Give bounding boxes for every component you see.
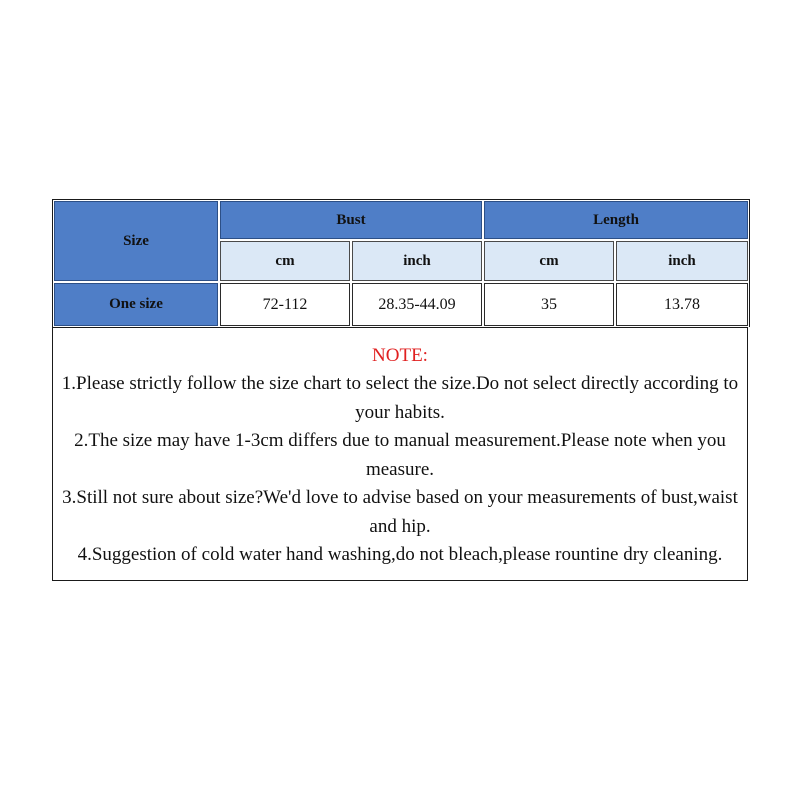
size-name: One size: [54, 283, 218, 326]
value-cell: [615, 282, 749, 327]
length-cm-header: cm: [484, 241, 614, 281]
note-item-1: 1.Please strictly follow the size chart to select the size.Do not select directly according to your habits.: [61, 373, 739, 423]
size-header: Size: [54, 201, 218, 281]
length-header: Length: [484, 201, 748, 239]
note-item-4: 4.Suggestion of cold water hand washing,do not bleach,please rountine dry cleaning.: [77, 544, 723, 565]
table-row: [53, 282, 749, 327]
bust-cm-value: 72-112: [220, 283, 350, 326]
unit-cell: [219, 240, 351, 282]
bust-cm-header: cm: [220, 241, 350, 281]
notes-box: [52, 327, 748, 581]
length-inch-header: inch: [616, 241, 748, 281]
bust-header: Bust: [220, 201, 482, 239]
size-table: [52, 199, 750, 327]
bust-inch-header: inch: [352, 241, 482, 281]
unit-cell: [351, 240, 483, 282]
unit-cell: [483, 240, 615, 282]
size-header-cell: [53, 200, 219, 282]
unit-cell: [615, 240, 749, 282]
length-cm-value: 35: [484, 283, 614, 326]
size-name-cell: [53, 282, 219, 327]
length-header-cell: [483, 200, 749, 240]
value-cell: [483, 282, 615, 327]
value-cell: [351, 282, 483, 327]
value-cell: [219, 282, 351, 327]
bust-inch-value: 28.35-44.09: [352, 283, 482, 326]
bust-header-cell: [219, 200, 483, 240]
note-item-2: 2.The size may have 1-3cm differs due to manual measurement.Please note when you measure.: [74, 430, 726, 480]
note-item-3: 3.Still not sure about size?We'd love to advise based on your measurements of bust,waist and hip.: [62, 487, 738, 537]
note-title: NOTE:: [372, 345, 428, 366]
size-chart-sheet: [52, 199, 748, 581]
length-inch-value: 13.78: [616, 283, 748, 326]
